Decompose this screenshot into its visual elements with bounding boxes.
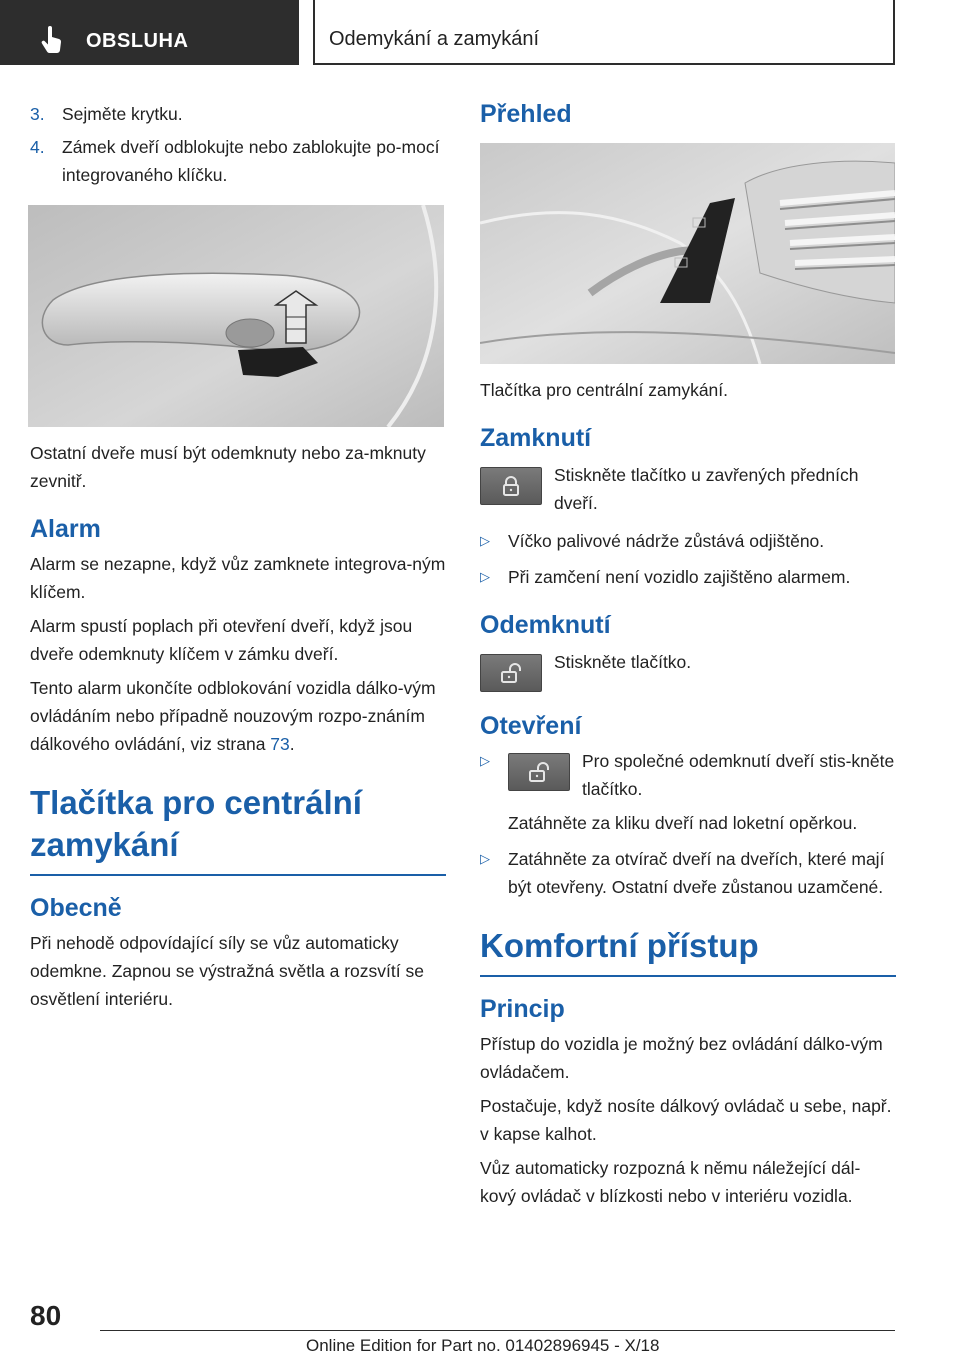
step-text: Zámek dveří odblokujte nebo zablokujte po-mocí integrovaného klíčku. [62, 137, 440, 185]
list-item [480, 747, 896, 837]
unlock-instruction [480, 654, 896, 692]
heading-comfort-access: Komfortní přístup [480, 925, 896, 977]
step-number: 3. [30, 104, 45, 124]
header-section-title: OBSLUHA [86, 30, 189, 52]
paragraph-alarm-3-text: Tento alarm ukončíte odblokování vozidla dálko-vým ovládáním nebo případně nouzovým rozpo-znáním dálkového ovládání, viz strana [30, 678, 436, 754]
paragraph-principle-3: Vůz automaticky rozpozná k němu náležející dál-kový ovládač v blízkosti nebo v interiéru vozidla. [480, 1158, 861, 1206]
paragraph-alarm-2: Alarm spustí poplach při otevření dveří, když jsou dveře odemknuty klíčem v zámku dveří. [30, 616, 413, 664]
image-caption: Tlačítka pro centrální zamykání. [480, 380, 729, 400]
page-number: 80 [30, 1300, 62, 1331]
unlock-button [480, 654, 542, 692]
left-column [30, 100, 446, 1019]
right-column [480, 100, 896, 1216]
heading-general: Obecně [30, 894, 122, 922]
heading-open: Otevření [480, 712, 582, 740]
triangle-right-icon: ▷ [480, 851, 490, 866]
step-number: 4. [30, 137, 45, 157]
triangle-right-icon: ▷ [480, 569, 490, 584]
heading-central-locking: Tlačítka pro centrální zamykání [30, 782, 446, 876]
paragraph-principle-1: Přístup do vozidla je možný bez ovládání dálko-vým ovládačem. [480, 1034, 883, 1082]
paragraph-principle-2: Postačuje, když nosíte dálkový ovládač u sebe, např. v kapse kalhot. [480, 1096, 892, 1144]
heading-alarm: Alarm [30, 515, 101, 543]
paragraph-alarm-1: Alarm se nezapne, když vůz zamknete integrova-ným klíčem. [30, 554, 446, 602]
list-item [480, 845, 896, 901]
list-item [480, 527, 896, 555]
header-chapter-title: Odemykání a zamykání [329, 28, 540, 50]
hand-pointer-icon [40, 26, 64, 54]
lock-open-icon [500, 662, 522, 684]
header-section-tab [0, 0, 299, 65]
unlock-button [508, 753, 570, 791]
unlock-instruction-text: Stiskněte tlačítko. [554, 652, 692, 672]
central-locking-buttons-image [480, 143, 895, 364]
triangle-right-icon: ▷ [480, 753, 490, 768]
page-link[interactable]: 73 [270, 734, 290, 754]
lock-open-icon [528, 761, 550, 783]
heading-principle: Princip [480, 995, 565, 1023]
lock-instruction-text: Stiskněte tlačítko u zavřených předních dveří. [554, 465, 859, 513]
step-item [30, 133, 446, 189]
door-handle-image [28, 205, 444, 427]
step-item [30, 100, 446, 128]
footer-edition: Online Edition for Part no. 01402896945 - X/18 [306, 1336, 660, 1355]
open-unlock-text: Pro společné odemknutí dveří stis-kněte tlačítko. [582, 751, 895, 799]
step-text: Sejměte krytku. [62, 104, 183, 124]
list-item-text: Zatáhněte za otvírač dveří na dveřích, které mají být otevřeny. Ostatní dveře zůstanou uzamčené. [508, 849, 885, 897]
heading-unlock: Odemknutí [480, 611, 611, 639]
header-chapter-box [313, 0, 895, 65]
list-item-text: Při zamčení není vozidlo zajištěno alarmem. [508, 567, 851, 587]
heading-lock: Zamknutí [480, 424, 592, 452]
lock-closed-icon [500, 475, 522, 497]
open-handle-text: Zatáhněte za kliku dveří nad loketní opěrkou. [508, 813, 858, 833]
list-item [480, 563, 896, 591]
paragraph-alarm-3 [30, 674, 446, 758]
lock-instruction [480, 467, 896, 517]
triangle-right-icon: ▷ [480, 533, 490, 548]
heading-overview: Přehled [480, 100, 572, 128]
lock-button [480, 467, 542, 505]
paragraph-alarm-3-end: . [289, 734, 295, 754]
paragraph-general: Při nehodě odpovídající síly se vůz automaticky odemkne. Zapnou se výstražná světla a rozsvítí se osvětlení interiéru. [30, 933, 424, 1009]
list-item-text: Víčko palivové nádrže zůstává odjištěno. [508, 531, 825, 551]
footer-divider [100, 1330, 895, 1331]
paragraph-other-doors: Ostatní dveře musí být odemknuty nebo za-mknuty zevnitř. [30, 443, 426, 491]
open-unlock-instruction [508, 753, 896, 803]
